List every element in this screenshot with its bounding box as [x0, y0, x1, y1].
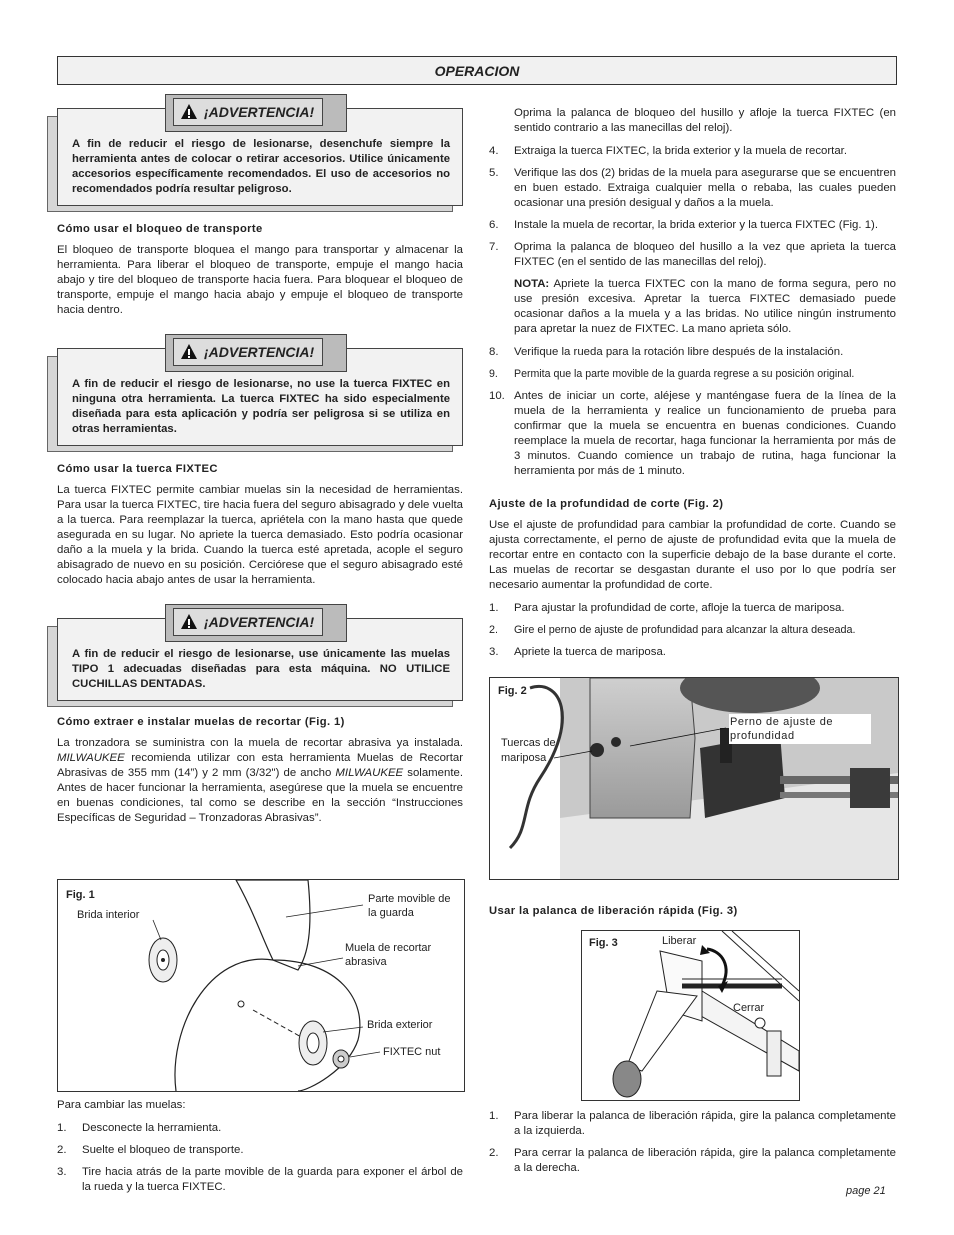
note: NOTA: Apriete la tuerca FIXTEC con la mano de forma segura, pero no use presión excesiva. Apretar la tuerca FIXTEC demasiado puede ocasionar daños a la muela y a las bridas. No utilice ningún instrumento para apretar la nuez de FIXTEC. La mano aprieta sólo. — [514, 278, 896, 335]
warning-text: A fin de reducir el riesgo de lesionarse, use únicamente las muelas TIPO 1 adecuadas diseñadas para esta máquina. NO UTILICE CUCHILLAS DENTADAS. — [57, 618, 463, 701]
note-label: NOTA: — [514, 278, 550, 290]
list-item: 1. Para liberar la palanca de liberación rápida, gire la palanca completamente a la izquierda. — [489, 1110, 896, 1137]
warning-icon — [180, 343, 198, 361]
brand-name: MILWAUKEE — [57, 752, 125, 764]
wheels-text: La tronzadora se suministra con la muela de recortar abrasiva ya instalada. MILWAUKEE recomienda utilizar con esta herramienta Muelas de Recortar Abrasivas de 355 mm (14”) y 2 mm (3/32") de ancho MILWAUKEE solamente. Antes de hacer funcionar la herramienta, asegúrese que la muela se encuentre en buenas condiciones, tal como se describe en la sección “Instrucciones Específicas de Seguridad – Tronzadoras Abrasivas”. — [57, 737, 463, 824]
warning-text: A fin de reducir el riesgo de lesionarse, desenchufe siempre la herramienta antes de colocar o retirar accesorios. Utilice únicamente accesorios específicamente recomendados. El uso de accesorios no recomendados podría resultar peligroso. — [57, 108, 463, 206]
warning-box-3 — [57, 613, 463, 701]
quick-steps-list — [489, 1109, 896, 1176]
label-depth-bolt: Perno de ajuste de profundidad — [729, 714, 871, 744]
figure-label: Fig. 1 — [66, 889, 95, 901]
list-item: 10. Antes de iniciar un corte, aléjese y manténgase fuera de la línea de la muela de la herramienta y realice un funcionamiento de prueba para confirmar que la muela se encuentra en buenas condiciones. Cuando reemplace la muela de recortar, haga funcionar la herramienta por más de 3 minutos. Cuando comience un trabajo de rutina, haga funcionar la herramienta por más de 1 minuto. — [489, 390, 896, 477]
wheels-heading: Cómo extraer e instalar muelas de recortar (Fig. 1) — [57, 716, 345, 728]
list-item: 1. Para ajustar la profundidad de corte, afloje la tuerca de mariposa. — [489, 602, 845, 614]
label-wing-nuts: Tuercas de mariposa — [501, 737, 556, 764]
depth-text: Use el ajuste de profundidad para cambiar la profundidad de corte. Cuando se ajusta correctamente, el perno de ajuste de profundidad evita que la muela de recortar entre en contacto con la superficie debajo de la base durante el corte. Las muelas de recortar se desgastan durante el uso por lo que podría ser necesario aumentar la profundidad de corte. — [489, 519, 896, 591]
fixtec-heading: Cómo usar la tuerca FIXTEC — [57, 463, 218, 475]
change-steps-left — [57, 1098, 463, 1202]
warning-title: ¡ADVERTENCIA! — [204, 613, 315, 630]
warning-icon — [180, 103, 198, 121]
warning-title-tab — [173, 608, 323, 636]
list-item: 3. Tire hacia atrás de la parte movible de la guarda para exponer el árbol de la rueda y la tuerca FIXTEC. — [57, 1166, 463, 1193]
warning-box-1 — [57, 103, 463, 206]
label-fixtec-nut: FIXTEC nut — [383, 1046, 441, 1058]
label-close: Cerrar — [733, 1002, 765, 1014]
warning-title-tab — [173, 98, 323, 126]
label-release: Liberar — [662, 935, 697, 947]
warning-title: ¡ADVERTENCIA! — [204, 103, 315, 120]
list-item: 6. Instale la muela de recortar, la brida exterior y la tuerca FIXTEC (Fig. 1). — [489, 219, 879, 231]
list-item: 2. Para cerrar la palanca de liberación rápida, gire la palanca completamente a la derecha. — [489, 1147, 896, 1174]
quick-release-drawing — [582, 931, 799, 1100]
warning-text: A fin de reducir el riesgo de lesionarse, no use la tuerca FIXTEC en ninguna otra herramienta. La tuerca FIXTEC ha sido especialmente diseñada para esta aplicación y podría ser peligrosa si se utiliza en otras herramientas. — [57, 348, 463, 446]
quick-heading: Usar la palanca de liberación rápida (Fig. 3) — [489, 905, 738, 917]
figure-3 — [581, 930, 800, 1101]
label-abrasive-wheel: Muela de recortar abrasiva — [345, 942, 432, 968]
depth-steps-list — [489, 601, 896, 660]
list-item: 2. Suelte el bloqueo de transporte. — [57, 1144, 244, 1156]
figure-2 — [489, 677, 899, 880]
warning-box-2 — [57, 343, 463, 446]
depth-adjust-photo — [490, 678, 898, 879]
list-item: 8. Verifique la rueda para la rotación libre después de la instalación. — [489, 346, 844, 358]
warning-title: ¡ADVERTENCIA! — [204, 343, 315, 360]
fixtec-text: La tuerca FIXTEC permite cambiar muelas sin la necesidad de herramientas. Para usar la tuerca FIXTEC, tire hacia fuera del seguro abisagrado y dele vuelta a la tuerca. Para reemplazar la tuerca, apriétela con la mano hasta que quede asegurada en su lugar. No apriete la tuerca demasiado. Esto podría ocasionar daño a la muela y la brida. Cuando la tuerca esté apretada, acople el seguro abisagrado de nuevo en su posición. Cerciórese que el seguro abisagrado esté colocado hacia abajo antes de usar la herramienta. — [57, 484, 463, 586]
change-steps-list — [57, 1121, 463, 1195]
section-title: OPERACION — [434, 63, 520, 79]
brand-name: MILWAUKEE — [335, 767, 404, 779]
left-column — [57, 88, 463, 834]
list-item: 3. Apriete la tuerca de mariposa. — [489, 646, 666, 658]
list-item: 1. Desconecte la herramienta. — [57, 1122, 222, 1134]
spindle-lock-text: Oprima la palanca de bloqueo del husillo y afloje la tuerca FIXTEC (en sentido contrario a las manecillas del reloj). — [514, 107, 896, 134]
list-item: 5. Verifique las dos (2) bridas de la muela para asegurarse que se encuentren en buen estado. Extraiga cualquier mella o rebaba, las cuales pueden ocasionar una presión desigual y daños a la muela. — [489, 167, 896, 209]
depth-heading: Ajuste de la profundidad de corte (Fig. 2) — [489, 498, 724, 510]
quick-heading-wrap — [489, 904, 896, 919]
right-column — [489, 106, 896, 667]
change-intro: Para cambiar las muelas: — [57, 1099, 186, 1111]
label-inner-flange: Brida interior — [77, 909, 140, 921]
label-movable-guard: Parte movible de la guarda — [368, 893, 451, 919]
figure-label: Fig. 3 — [589, 937, 618, 949]
figure-1 — [57, 879, 465, 1092]
section-header — [57, 56, 897, 85]
transport-heading: Cómo usar el bloqueo de transporte — [57, 223, 263, 235]
list-item: 9. Permita que la parte movible de la guarda regrese a su posición original. — [489, 368, 855, 380]
list-item: 7. Oprima la palanca de bloqueo del husillo a la vez que aprieta la tuerca FIXTEC (en el sentido de las manecillas del reloj). — [489, 241, 896, 268]
warning-icon — [180, 613, 198, 631]
quick-steps-wrap — [489, 1109, 896, 1183]
figure-label: Fig. 2 — [498, 685, 527, 697]
page-number: page 21 — [846, 1185, 886, 1197]
change-steps-list — [489, 144, 896, 270]
change-steps-list — [489, 345, 896, 479]
list-item: 4. Extraiga la tuerca FIXTEC, la brida exterior y la muela de recortar. — [489, 145, 847, 157]
transport-text: El bloqueo de transporte bloquea el mango para transportar y almacenar la herramienta. Para liberar el bloqueo de transporte, empuje el mango hacia abajo y tire del bloqueo de transporte hacia fuera. Para bloquear el bloqueo de transporte, empuje el mango hacia abajo y empuje el bloqueo de transporte hacia dentro. — [57, 244, 463, 316]
label-outer-flange: Brida exterior — [367, 1019, 433, 1031]
list-item: 2. Gire el perno de ajuste de profundidad para alcanzar la altura deseada. — [489, 624, 856, 636]
warning-title-tab — [173, 338, 323, 366]
